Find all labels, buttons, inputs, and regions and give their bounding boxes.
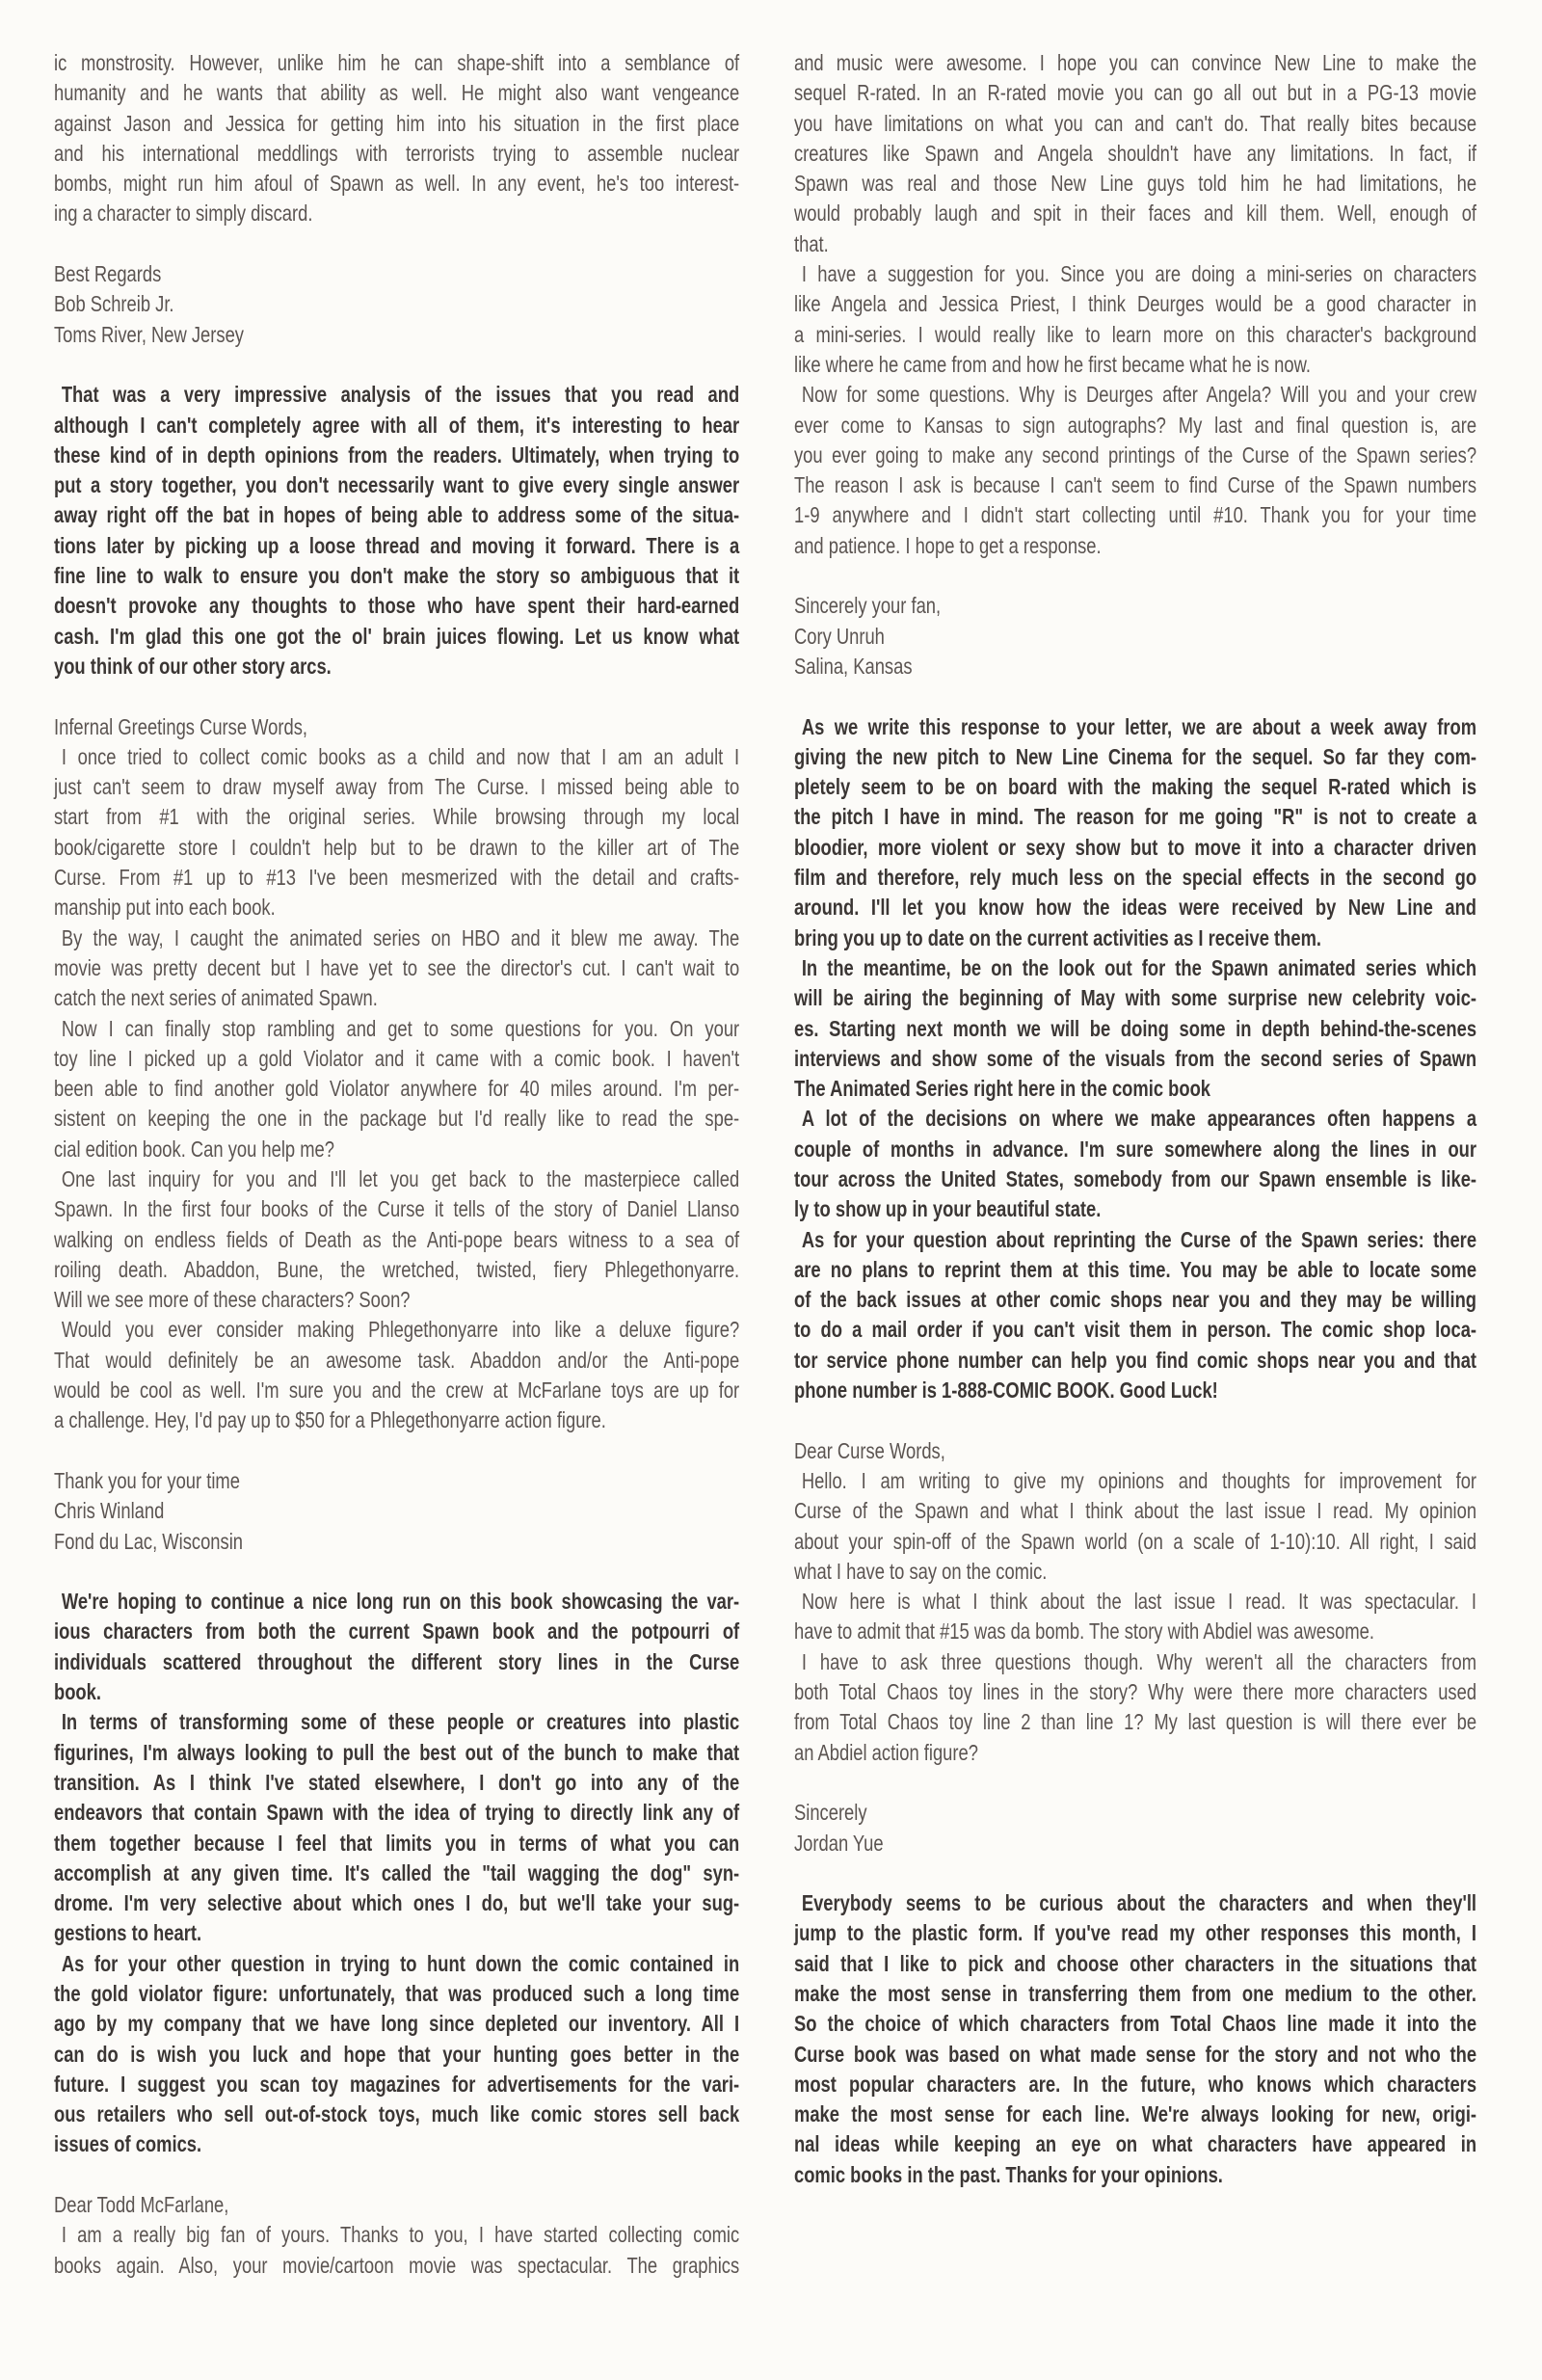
text-line: book/cigarette store I couldn't help but to be drawn to the killer art of The xyxy=(54,834,740,860)
paragraph xyxy=(794,1436,1476,1466)
text-line: and music were awesome. I hope you can convince New Line to make the xyxy=(794,50,1477,75)
paragraph xyxy=(794,712,1476,953)
text-line: just can't seem to draw myself away from The Curse. I missed being able to xyxy=(54,774,740,800)
text-line: from Total Chaos toy line 2 than line 1? My last question is will there ever be xyxy=(794,1709,1477,1735)
text-line: Curse book was based on what made sense for the story and not who the xyxy=(794,2041,1477,2067)
text-line: would probably laugh and spit in their faces and kill them. Well, enough of xyxy=(794,201,1477,227)
text-line: tions later by picking up a loose thread and moving it forward. There is a xyxy=(54,532,740,558)
text-line: A lot of the decisions on where we make appearances often happens a xyxy=(801,1106,1477,1132)
text-line: Curse. From #1 up to #13 I've been mesmerized with the detail and crafts- xyxy=(54,865,740,891)
text-line: phone number is 1-888-COMIC BOOK. Good Luck! xyxy=(794,1377,1218,1404)
text-line: you have limitations on what you can and can't do. That really bites because xyxy=(794,110,1477,136)
text-line: would be cool as well. I'm sure you and the crew at McFarlane toys are up for xyxy=(54,1377,740,1404)
reader-letter xyxy=(54,2190,739,2281)
text-line: ago by my company that we have long since depleted our inventory. All I xyxy=(54,2011,740,2037)
text-line: what I have to say on the comic. xyxy=(794,1558,1048,1584)
text-line: walking on endless fields of Death as the Anti-pope bears witness to a sea of xyxy=(54,1226,740,1252)
letter-signature xyxy=(794,591,1476,682)
text-line: start from #1 with the original series. While browsing through my local xyxy=(54,804,740,830)
text-line: Hello. I am writing to give my opinions and thoughts for improvement for xyxy=(801,1467,1477,1493)
text-line: the gold violator figure: unfortunately, that was produced such a long time xyxy=(54,1981,740,2006)
paragraph xyxy=(794,1225,1476,1406)
text-line: been able to find another gold Violator anywhere for 40 miles around. I'm per- xyxy=(54,1076,740,1102)
text-line: The reason I ask is because I can't seem to find Curse of the Spawn numbers xyxy=(794,472,1477,498)
text-line: ic monstrosity. However, unlike him he can shape-shift into a semblance of xyxy=(54,50,740,75)
text-line: a mini-series. I would really like to learn more on this character's background xyxy=(794,321,1477,347)
text-line: The Animated Series right here in the comic book xyxy=(794,1076,1211,1102)
text-line: although I can't completely agree with all of them, it's interesting to hear xyxy=(54,412,740,438)
text-line: you think of our other story arcs. xyxy=(54,653,332,679)
text-line: comic books in the past. Thanks for your opinions. xyxy=(794,2161,1223,2187)
text-line: Curse of the Spawn and what I think about the last issue I read. My opinion xyxy=(794,1498,1477,1524)
text-line: As for your other question in trying to hunt down the comic contained in xyxy=(61,1950,740,1976)
text-line: Everybody seems to be curious about the characters and when they'll xyxy=(801,1890,1477,1916)
editor-response xyxy=(54,1587,739,2160)
left-text-column xyxy=(54,48,739,2311)
text-line: are no plans to reprint them at this time. You may be able to locate some xyxy=(794,1256,1477,1282)
text-line: them together because I feel that limits you in terms of what you can xyxy=(54,1830,740,1856)
text-line: I have a suggestion for you. Since you are doing a mini-series on characters xyxy=(801,261,1477,287)
text-line: and his international meddlings with terrorists trying to assemble nuclear xyxy=(54,140,740,166)
text-line: interviews and show some of the visuals from the second series of Spawn xyxy=(794,1045,1477,1071)
text-line: Sincerely your fan, xyxy=(794,593,942,619)
text-line: As for your question about reprinting the Curse of the Spawn series: there xyxy=(801,1226,1477,1252)
text-line: bombs, might run him afoul of Spawn as well. In any event, he's too interest- xyxy=(54,171,740,197)
paragraph xyxy=(54,380,739,682)
text-line: of the back issues at other comic shops near you and they may be willing xyxy=(794,1287,1477,1313)
paragraph xyxy=(794,380,1476,561)
text-line: couple of months in advance. I'm sure somewhere along the lines in our xyxy=(794,1136,1477,1162)
text-line: Dear Curse Words, xyxy=(794,1437,945,1463)
text-line: That would definitely be an awesome task. Abaddon and/or the Anti-pope xyxy=(54,1347,740,1373)
text-line: endeavors that contain Spawn with the idea of trying to directly link any of xyxy=(54,1800,740,1826)
paragraph xyxy=(794,1647,1476,1768)
text-line: Toms River, New Jersey xyxy=(54,321,244,347)
text-line: accomplish at any given time. It's called the "tail wagging the dog" syn- xyxy=(54,1859,740,1885)
reader-letter xyxy=(794,1436,1476,1768)
text-line: make the most sense for each line. We're always looking for new, origi- xyxy=(794,2101,1477,2127)
text-line: and patience. I hope to get a response. xyxy=(794,532,1102,558)
text-line: cash. I'm glad this one got the ol' brain juices flowing. Let us know what xyxy=(54,623,740,649)
paragraph xyxy=(794,1798,1476,1859)
text-line: cial edition book. Can you help me? xyxy=(54,1136,334,1162)
text-line: manship put into each book. xyxy=(54,895,276,921)
paragraph xyxy=(54,1707,739,1948)
text-line: have to admit that #15 was da bomb. The story with Abdiel was awesome. xyxy=(794,1618,1374,1645)
paragraph xyxy=(794,1587,1476,1647)
text-line: issues of comics. xyxy=(54,2131,202,2157)
paragraph xyxy=(794,48,1476,259)
paragraph xyxy=(54,1949,739,2160)
text-line: Jordan Yue xyxy=(794,1830,884,1856)
text-line: movie was pretty decent but I have yet to see the director's cut. I can't wait to xyxy=(54,954,740,980)
text-line: In the meantime, be on the look out for the Spawn animated series which xyxy=(801,954,1477,980)
paragraph xyxy=(54,48,739,229)
text-line: Fond du Lac, Wisconsin xyxy=(54,1528,243,1554)
paragraph xyxy=(54,742,739,923)
text-line: es. Starting next month we will be doing some in depth behind-the-scenes xyxy=(794,1015,1477,1041)
text-line: Spawn was real and those New Line guys told him he had limitations, he xyxy=(794,171,1477,197)
paragraph xyxy=(794,259,1476,380)
text-line: Best Regards xyxy=(54,261,162,287)
text-line: ious characters from both the current Spawn book and the potpourri of xyxy=(54,1618,740,1645)
text-line: Chris Winland xyxy=(54,1498,165,1524)
reader-letter xyxy=(54,712,739,1436)
right-text-column xyxy=(794,48,1476,2220)
text-line: Cory Unruh xyxy=(794,623,885,649)
text-line: bring you up to date on the current activities as I receive them. xyxy=(794,924,1322,950)
text-line: Now here is what I think about the last issue I read. It was spectacular. I xyxy=(801,1589,1477,1615)
text-line: Now I can finally stop rambling and get to some questions for you. On your xyxy=(61,1015,740,1041)
paragraph xyxy=(794,1888,1476,2190)
text-line: most popular characters are. In the future, who knows which characters xyxy=(794,2071,1477,2097)
paragraph xyxy=(54,1014,739,1164)
text-line: We're hoping to continue a nice long run on this book showcasing the var- xyxy=(61,1589,740,1615)
text-line: about your spin-off of the Spawn world (on a scale of 1-10):10. All right, I said xyxy=(794,1528,1477,1554)
text-line: Infernal Greetings Curse Words, xyxy=(54,713,308,739)
text-line: ous retailers who sell out-of-stock toys, much like comic stores sell back xyxy=(54,2101,740,2127)
text-line: a challenge. Hey, I'd pay up to $50 for a Phlegethonyarre action figure. xyxy=(54,1407,606,1433)
text-line: Will we see more of these characters? Soon? xyxy=(54,1287,411,1313)
text-line: put a story together, you don't necessarily want to give every single answer xyxy=(54,472,740,498)
text-line: like Angela and Jessica Priest, I think Deurges would be a good character in xyxy=(794,291,1477,317)
text-line: future. I suggest you scan toy magazines for advertisements for the vari- xyxy=(54,2071,740,2097)
text-line: tor service phone number can help you find comic shops near you and that xyxy=(794,1347,1477,1373)
text-line: doesn't provoke any thoughts to those who have spent their hard-earned xyxy=(54,593,740,619)
text-line: the pitch I have in mind. The reason for me going "R" is not to create a xyxy=(794,804,1477,830)
text-line: As we write this response to your letter, we are about a week away from xyxy=(801,713,1477,739)
text-line: Spawn. In the first four books of the Curse it tells of the story of Daniel Llanso xyxy=(54,1196,740,1222)
editor-response xyxy=(794,712,1476,1406)
text-line: said that I like to pick and choose other characters in the situations that xyxy=(794,1950,1477,1976)
paragraph xyxy=(54,712,739,742)
reader-letter xyxy=(54,48,739,229)
text-line: bloodier, more violent or sexy show but to move it into a character driven xyxy=(794,834,1477,860)
text-line: I have to ask three questions though. Why weren't all the characters from xyxy=(801,1648,1477,1674)
text-line: transition. As I think I've stated elsewhere, I don't go into any of the xyxy=(54,1769,740,1795)
paragraph xyxy=(794,591,1476,682)
text-line: I am a really big fan of yours. Thanks to you, I have started collecting comic xyxy=(61,2222,740,2248)
text-line: ever come to Kansas to sign autographs? My last and final question is, are xyxy=(794,412,1477,438)
text-line: away right off the bat in hopes of being able to address some of the situa- xyxy=(54,502,740,528)
text-line: drome. I'm very selective about which ones I do, but we'll take your sug- xyxy=(54,1890,740,1916)
text-line: nal ideas while keeping an eye on what characters have appeared in xyxy=(794,2131,1477,2157)
editor-response xyxy=(54,380,739,682)
text-line: around. I'll let you know how the ideas were received by New Line and xyxy=(794,895,1477,921)
text-line: gestions to heart. xyxy=(54,1920,202,1946)
text-line: these kind of in depth opinions from the readers. Ultimately, when trying to xyxy=(54,441,740,468)
text-line: Bob Schreib Jr. xyxy=(54,291,174,317)
text-line: sistent on keeping the one in the package but I'd really like to read the spe- xyxy=(54,1106,740,1132)
text-line: film and therefore, rely much less on the special effects in the second go xyxy=(794,865,1477,891)
text-line: sequel R-rated. In an R-rated movie you can go all out but in a PG-13 movie xyxy=(794,80,1477,106)
text-line: an Abdiel action figure? xyxy=(794,1739,978,1765)
letter-signature xyxy=(54,259,739,350)
text-line: catch the next series of animated Spawn. xyxy=(54,985,378,1011)
text-line: Dear Todd McFarlane, xyxy=(54,2192,229,2218)
text-line: Would you ever consider making Phlegethonyarre into like a deluxe figure? xyxy=(61,1317,740,1343)
text-line: That was a very impressive analysis of the issues that you read and xyxy=(61,382,740,408)
text-line: book. xyxy=(54,1679,101,1705)
text-line: So the choice of which characters from Total Chaos line made it into the xyxy=(794,2011,1477,2037)
text-line: Thank you for your time xyxy=(54,1467,240,1493)
text-line: make the most sense in transferring them from one medium to the other. xyxy=(794,1981,1477,2006)
text-line: One last inquiry for you and I'll let you get back to the masterpiece called xyxy=(61,1165,740,1191)
paragraph xyxy=(54,259,739,350)
text-line: Now for some questions. Why is Deurges after Angela? Will you and your crew xyxy=(801,382,1477,408)
text-line: books again. Also, your movie/cartoon movie was spectacular. The graphics xyxy=(54,2252,740,2278)
text-line: Sincerely xyxy=(794,1800,867,1826)
paragraph xyxy=(54,923,739,1014)
text-line: toy line I picked up a gold Violator and it came with a comic book. I haven't xyxy=(54,1045,740,1071)
text-line: will be airing the beginning of May with some surprise new celebrity voic- xyxy=(794,985,1477,1011)
paragraph xyxy=(54,1315,739,1435)
text-line: creatures like Spawn and Angela shouldn't have any limitations. In fact, if xyxy=(794,140,1477,166)
text-line: both Total Chaos toy lines in the story? Why were there more characters used xyxy=(794,1679,1477,1705)
paragraph xyxy=(54,2220,739,2281)
letter-signature xyxy=(54,1466,739,1557)
text-line: fine line to walk to ensure you don't make the story so ambiguous that it xyxy=(54,563,740,589)
text-line: pletely seem to be on board with the making the sequel R-rated which is xyxy=(794,774,1477,800)
paragraph xyxy=(54,1466,739,1557)
text-line: individuals scattered throughout the different story lines in the Curse xyxy=(54,1648,740,1674)
text-line: to do a mail order if you can't visit them in person. The comic shop loca- xyxy=(794,1317,1477,1343)
text-line: Salina, Kansas xyxy=(794,653,913,679)
editor-response xyxy=(794,1888,1476,2190)
paragraph xyxy=(794,1466,1476,1587)
paragraph xyxy=(54,1164,739,1315)
text-line: ing a character to simply discard. xyxy=(54,201,313,227)
text-line: By the way, I caught the animated series on HBO and it blew me away. The xyxy=(61,924,740,950)
text-line: 1-9 anywhere and I didn't start collecting until #10. Thank you for your time xyxy=(794,502,1477,528)
letter-signature xyxy=(794,1798,1476,1859)
text-line: like where he came from and how he first became what he is now. xyxy=(794,351,1311,377)
text-line: roiling death. Abaddon, Bune, the wretched, twisted, fiery Phlegethonyarre. xyxy=(54,1256,740,1282)
text-line: humanity and he wants that ability as well. He might also want vengeance xyxy=(54,80,740,106)
text-line: giving the new pitch to New Line Cinema for the sequel. So far they com- xyxy=(794,743,1477,769)
text-line: jump to the plastic form. If you've read my other responses this month, I xyxy=(794,1920,1477,1946)
text-line: tour across the United States, somebody from our Spawn ensemble is like- xyxy=(794,1165,1477,1191)
text-line: that. xyxy=(794,230,829,256)
reader-letter xyxy=(794,48,1476,561)
paragraph xyxy=(794,953,1476,1104)
text-line: you ever going to make any second printings of the Curse of the Spawn series? xyxy=(794,441,1477,468)
paragraph xyxy=(54,1587,739,1707)
text-line: can do is wish you luck and hope that your hunting goes better in the xyxy=(54,2041,740,2067)
text-line: ly to show up in your beautiful state. xyxy=(794,1196,1102,1222)
text-line: against Jason and Jessica for getting him into his situation in the first place xyxy=(54,110,740,136)
paragraph xyxy=(794,1104,1476,1224)
paragraph xyxy=(54,2190,739,2220)
text-line: I once tried to collect comic books as a child and now that I am an adult I xyxy=(61,743,740,769)
text-line: figurines, I'm always looking to pull the best out of the bunch to make that xyxy=(54,1739,740,1765)
text-line: In terms of transforming some of these people or creatures into plastic xyxy=(61,1709,740,1735)
